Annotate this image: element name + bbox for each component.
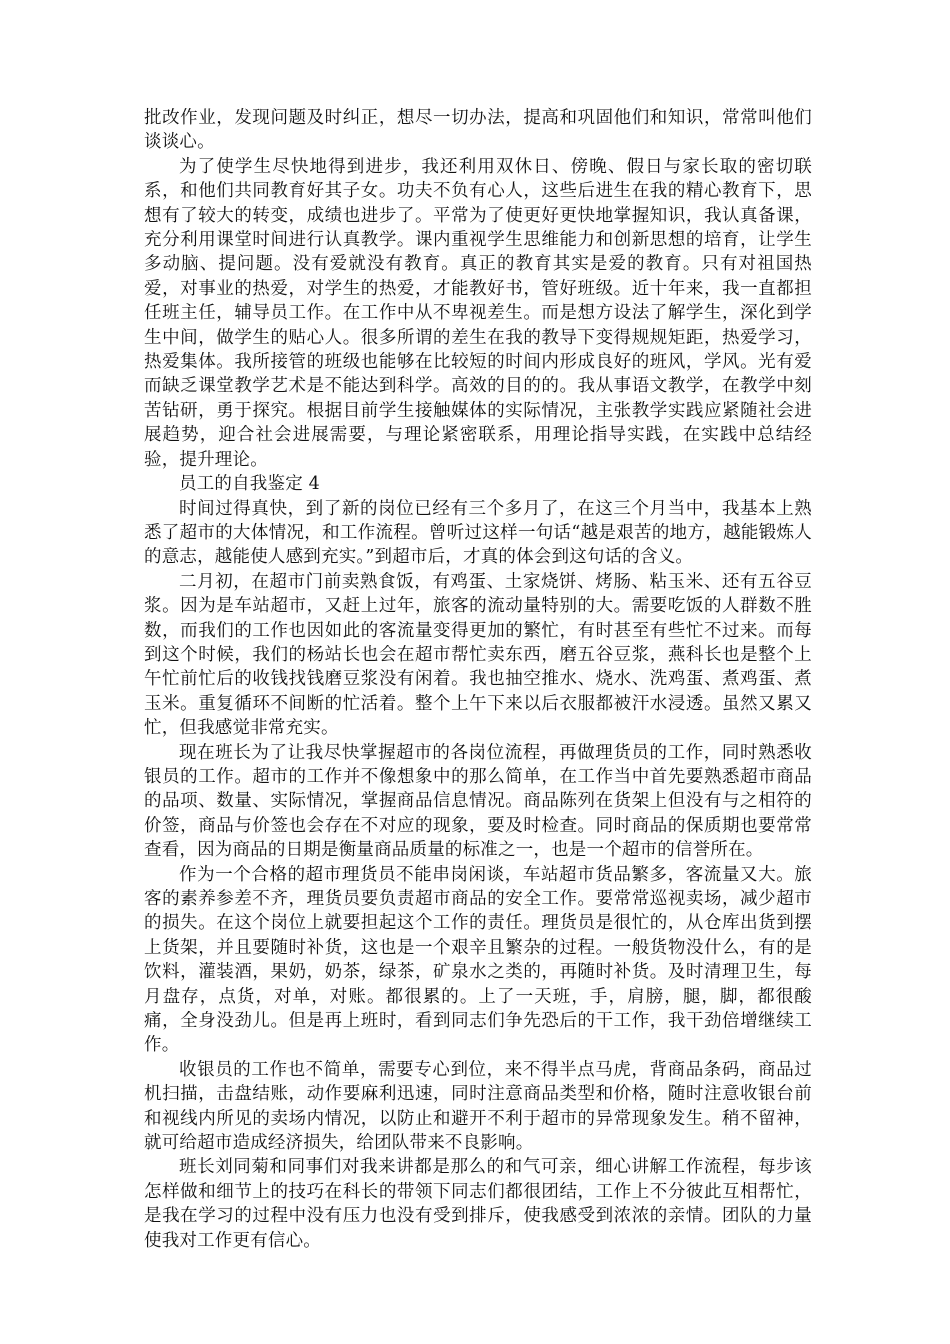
paragraph-cashier: 收银员的工作也不简单，需要专心到位，来不得半点马虎，背商品条码，商品过机扫描，击盘结账，动作要麻利迅速，同时注意商品类型和价格，随时注意收银台前和视线内所见的卖场内情况，以防止和避开不利于超市的异常现象发生。稍不留神，就可给超市造成经济损失，给团队带来不良影响。: [144, 1059, 812, 1154]
paragraph-parent-contact: 为了使学生尽快地得到进步，我还利用双休日、傍晚、假日与家长取的密切联系，和他们共同教育好其子女。功夫不负有心人，这些后进生在我的精心教育下，思想有了较大的转变，成绩也进步了。平常为了使更好更快地掌握知识，我认真备课，充分利用课堂时间进行认真教学。课内重视学生思维能力和创新思想的培育，让学生多动脑、提问题。没有爱就没有教育。真正的教育其实是爱的教育。只有对祖国热爱，对事业的热爱，对学生的热爱，才能教好书，管好班级。近十年来，我一直都担任班主任，辅导员工作。在工作中从不卑视差生。而是想方设法了解学生，深化到学生中间，做学生的贴心人。很多所谓的差生在我的教导下变得规规矩距，热爱学习，热爱集体。我所接管的班级也能够在比较短的时间内形成良好的班风，学风。光有爱而缺乏课堂教学艺术是不能达到科学。高效的目的的。我从事语文教学，在教学中刻苦钻研，勇于探究。根据目前学生接触媒体的实际情况，主张教学实践应紧随社会进展趋势，迎合社会进展需要，与理论紧密联系，用理论指导实践，在实践中总结经验，提升理论。: [144, 156, 812, 470]
paragraph-team: 班长刘同菊和同事们对我来讲都是那么的和气可亲，细心讲解工作流程，每步该怎样做和细节上的技巧在科长的带领下同志们都很团结，工作上不分彼此互相帮忙，是我在学习的过程中没有压力也没有受到排斥，使我感受到浓浓的亲情。团队的力量使我对工作更有信心。: [144, 1157, 812, 1251]
section-heading: 员工的自我鉴定 4: [179, 474, 320, 495]
paragraph-stocker: 现在班长为了让我尽快掌握超市的各岗位流程，再做理货员的工作，同时熟悉收银员的工作。超市的工作并不像想象中的那么简单，在工作当中首先要熟悉超市商品的品项、数量、实际情况，掌握商品信息情况。商品陈列在货架上但没有与之相符的价签，商品与价签也会存在不对应的现象，要及时检查。同时商品的保质期也要常常查看，因为商品的日期是衡量商品质量的标准之一，也是一个超市的信誉所在。: [144, 742, 812, 861]
paragraph-new-post: 时间过得真快，到了新的岗位已经有三个多月了，在这三个月当中，我基本上熟悉了超市的大体情况，和工作流程。曾听过这样一句话“越是艰苦的地方，越能锻炼人的意志，越能使人感到充实。”到超市后，才真的体会到这句话的含义。: [144, 498, 812, 568]
paragraph-qualified-stocker: 作为一个合格的超市理货员不能串岗闲谈，车站超市货品繁多，客流量又大。旅客的素养参差不齐，理货员要负责超市商品的安全工作。要常常巡视卖场，减少超市的损失。在这个岗位上就要担起这个工作的责任。理货员是很忙的，从仓库出货到摆上货架，并且要随时补货，这也是一个艰辛且繁杂的过程。一般货物没什么，有的是饮料，灌装酒，果奶，奶茶，绿茶，矿泉水之类的，再随时补货。及时清理卫生，每月盘存，点货，对单，对账。都很累的。上了一天班，手，肩膀，腿，脚，都很酸痛，全身没劲儿。但是再上班时，看到同志们争先恐后的干工作，我干劲倍增继续工作。: [144, 864, 812, 1056]
paragraph-continued: 批改作业，发现问题及时纠正，想尽一切办法，提高和巩固他们和知识，常常叫他们谈谈心。: [144, 108, 812, 153]
paragraph-february: 二月初，在超市门前卖熟食饭，有鸡蛋、土家烧饼、烤肠、粘玉米、还有五谷豆浆。因为是车站超市，又赶上过年，旅客的流动量特别的大。需要吃饭的人群数不胜数，而我们的工作也因如此的客流量变得更加的繁忙，有时甚至有些忙不过来。而每到这个时候，我们的杨站长也会在超市帮忙卖东西，磨五谷豆浆，燕科长也是整个上午忙前忙后的收钱找钱磨豆浆没有闲着。我也抽空推水、烧水、洗鸡蛋、煮鸡蛋、煮玉米。重复循环不间断的忙活着。整个上午下来以后衣服都被汗水浸透。虽然又累又忙，但我感觉非常充实。: [144, 571, 812, 739]
document-page: [144, 106, 812, 1253]
